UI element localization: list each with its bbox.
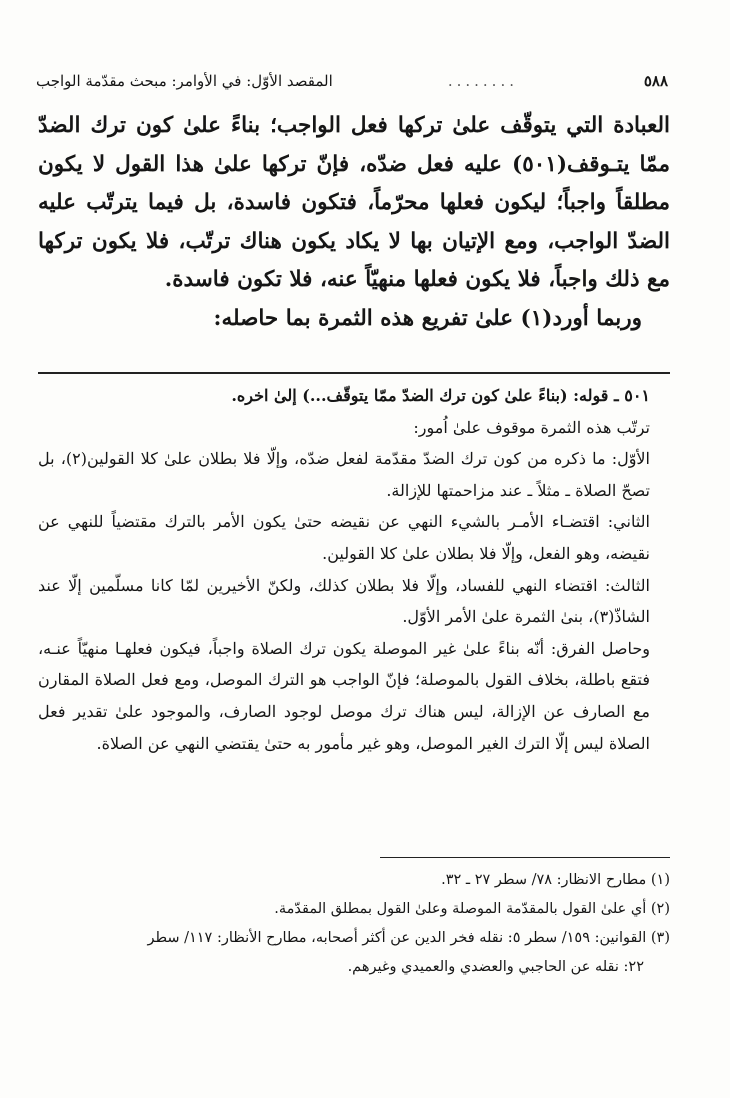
commentary-paragraph: ترتّب هذه الثمرة موقوف علىٰ اُمور: xyxy=(413,417,650,437)
footnote: (١) مطارح الانظار: ٧٨/ سطر ٢٧ ـ ٣٢. xyxy=(441,872,670,888)
commentary xyxy=(38,380,670,759)
main-paragraph: وربما أورد(١) علىٰ تفريع هذه الثمرة بما حاصله: xyxy=(213,305,642,331)
footnote-divider xyxy=(380,857,670,858)
footnote-continuation: ٢٢: نقله عن الحاجبي والعضدي والعميدي وغيرهم. xyxy=(347,959,644,975)
commentary-paragraph: وحاصل الفرق: أنّه بناءً علىٰ غير الموصلة يكون ترك الصلاة واجباً، فيكون فعلهـا منهيّاً عنـه، فتقع باطلة، بخلاف القول بالموصلة؛ فإنّ الواجب هو الترك الموصل، ومع فعل الصلاة المقارن مع الصارف عن الإزالة، ليس هناك ترك موصل لوجود الصارف، والموجود علىٰ تقدير فعل الصلاة ليس إلّا الترك الغير الموصل، وهو غير مأمور به حتىٰ يقتضي النهي عن الصلاة. xyxy=(38,638,651,753)
commentary-lead: ٥٠١ ـ قوله: (بناءً علىٰ كون ترك الضدّ ممّا يتوقّف...) إلىٰ اخره. xyxy=(231,386,650,405)
footnote: (٢) أي علىٰ القول بالمقدّمة الموصلة وعلىٰ القول بمطلق المقدّمة. xyxy=(274,901,670,917)
footnote: (٣) القوانين: ١٥٩/ سطر ٥: نقله فخر الدين عن أكثر أصحابه، مطارح الأنظار: ١١٧/ سطر xyxy=(147,930,670,946)
main-text xyxy=(38,107,670,338)
commentary-paragraph: الثالث: اقتضاء النهي للفساد، وإلّا فلا بطلان كذلك، ولكنّ الأخيرين لمّا كانا مسلّمين إلّا عند الشاذّ(٣)، بنىٰ الثمرة علىٰ الأمر الأوّل. xyxy=(38,575,651,627)
header-dots: ........ xyxy=(447,72,518,90)
running-title: المقصد الأوّل: في الأوامر: مبحث مقدّمة الواجب xyxy=(36,72,333,90)
commentary-paragraph: الثاني: اقتضـاء الأمـر بالشيء النهي عن نقيضه حتىٰ يكون الأمر بالترك مقتضياً للنهي عن نقيضه، وهو الفعل، وإلّا فلا بطلان علىٰ كلا القولين. xyxy=(38,512,650,563)
commentary-paragraph: الأوّل: ما ذكره من كون ترك الضدّ مقدّمة لفعل ضدّه، وإلّا فلا بطلان علىٰ كلا القولين(٢)، بل تصحّ الصلاة ـ مثلاً ـ عند مزاحمتها للإزالة. xyxy=(38,449,651,500)
main-paragraph: العبادة التي يتوقّف علىٰ تركها فعل الواجب؛ بناءً علىٰ كون ترك الضدّ ممّا يتـوقف(٥٠١) عليه فعل ضدّه، فإنّ تركها علىٰ هذا القول لا يكون مطلقاً واجباً؛ ليكون فعلها محرّماً، فتكون فاسدة، بل فيما يترتّب عليه الضدّ الواجب، ومع الإتيان بها لا يكاد يكون هناك ترتّب، فلا يكون تركها مع ذلك واجباً، فلا يكون فعلها منهيّاً عنه، فلا تكون فاسدة. xyxy=(38,113,670,292)
page-header xyxy=(36,66,668,96)
footnotes xyxy=(38,866,670,982)
section-divider xyxy=(38,372,670,374)
page-number: ٥٨٨ xyxy=(643,72,668,90)
